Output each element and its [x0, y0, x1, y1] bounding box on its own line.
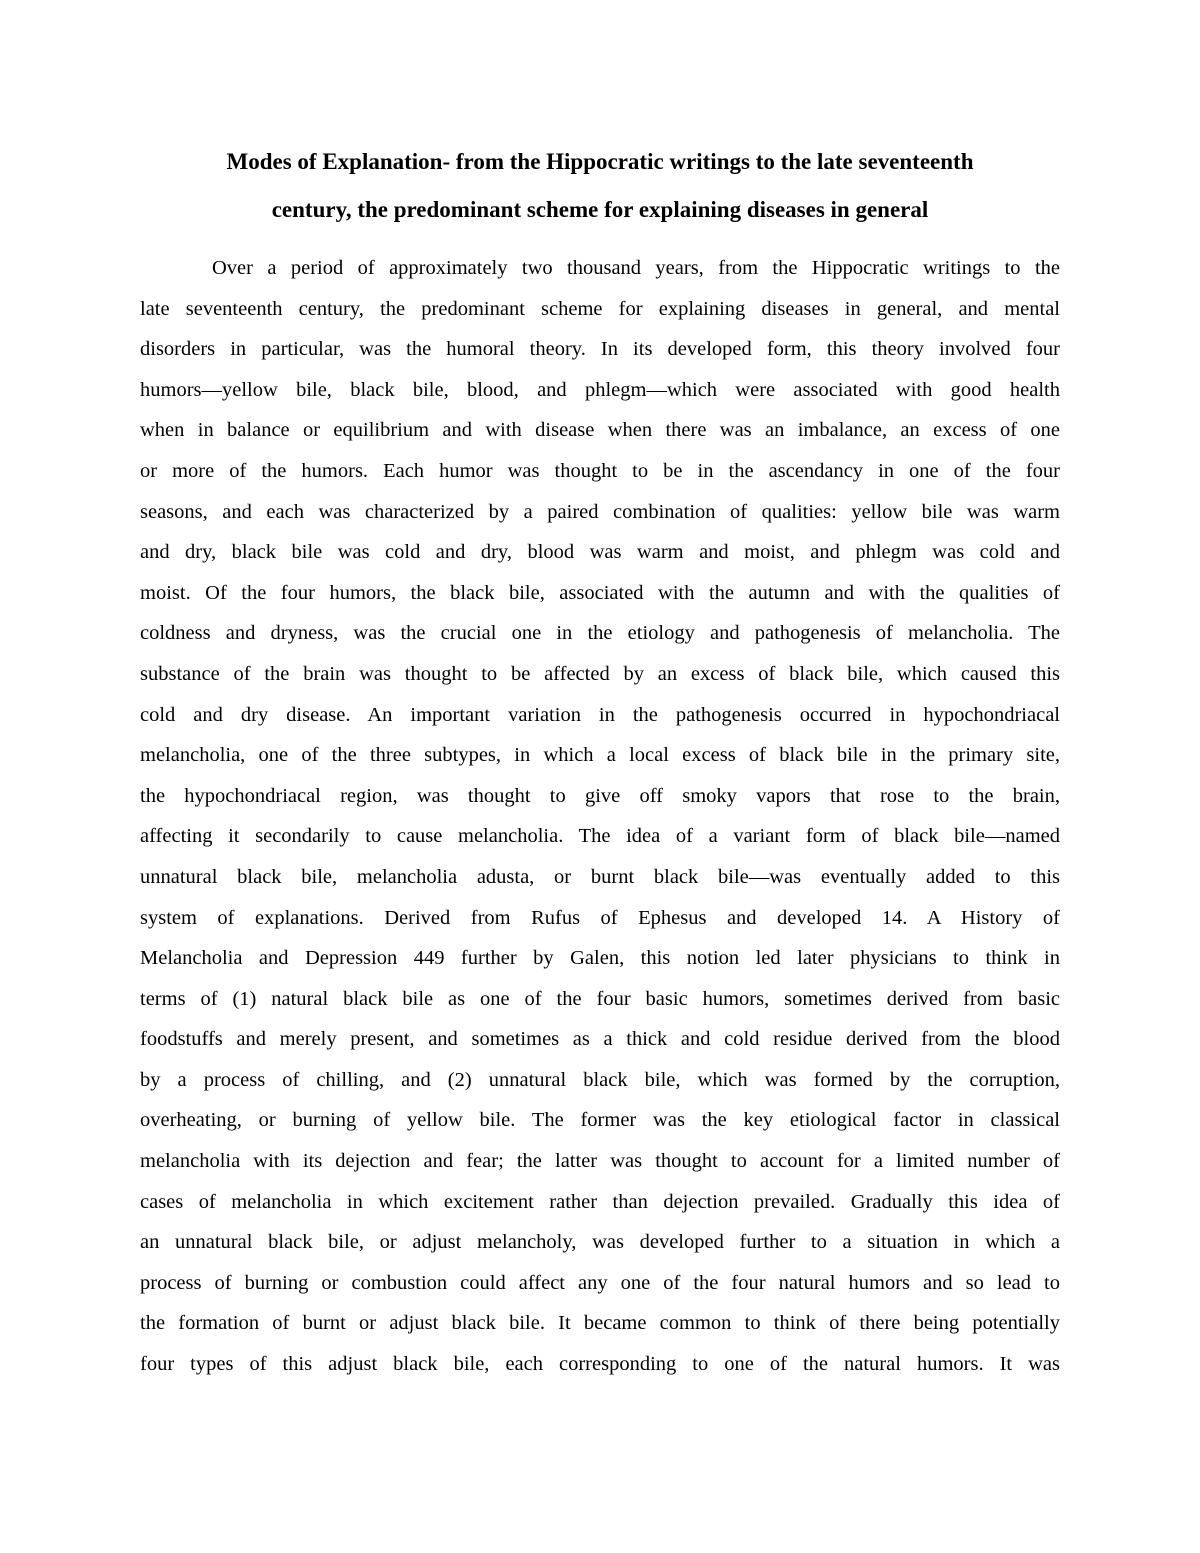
paragraph-line: melancholia, one of the three subtypes, in which a local excess of black bile in the primary site,: [140, 744, 1060, 767]
paragraph-line: substance of the brain was thought to be affected by an excess of black bile, which caused this: [140, 662, 1060, 685]
paragraph-line: unnatural black bile, melancholia adusta, or burnt black bile—was eventually added to this: [140, 865, 1060, 888]
document-title: [140, 138, 1060, 234]
paragraph-line: affecting it secondarily to cause melancholia. The idea of a variant form of black bile—named: [140, 825, 1060, 848]
paragraph-line: coldness and dryness, was the crucial one in the etiology and pathogenesis of melancholia. The: [140, 622, 1060, 645]
paragraph-line: seasons, and each was characterized by a paired combination of qualities: yellow bile was warm: [140, 500, 1060, 523]
paragraph-line: system of explanations. Derived from Rufus of Ephesus and developed 14. A History of: [140, 906, 1060, 929]
paragraph-line: four types of this adjust black bile, each corresponding to one of the natural humors. It was: [140, 1353, 1060, 1376]
paragraph-line: Over a period of approximately two thousand years, from the Hippocratic writings to the: [212, 257, 1060, 279]
paragraph-line: humors—yellow bile, black bile, blood, and phlegm—which were associated with good health: [140, 378, 1060, 401]
paragraph-line: when in balance or equilibrium and with disease when there was an imbalance, an excess of one: [140, 419, 1060, 442]
paragraph-line: late seventeenth century, the predominant scheme for explaining diseases in general, and mental: [140, 297, 1060, 320]
title-line: Modes of Explanation- from the Hippocratic writings to the late seventeenth: [226, 149, 974, 174]
paragraph-line: Melancholia and Depression 449 further by Galen, this notion led later physicians to think in: [140, 947, 1060, 970]
paragraph-line: melancholia with its dejection and fear; the latter was thought to account for a limited number of: [140, 1150, 1060, 1173]
paragraph-line: overheating, or burning of yellow bile. The former was the key etiological factor in classical: [140, 1109, 1060, 1132]
paragraph-line: and dry, black bile was cold and dry, blood was warm and moist, and phlegm was cold and: [140, 541, 1060, 564]
paragraph-line: process of burning or combustion could affect any one of the four natural humors and so lead to: [140, 1271, 1060, 1294]
paragraph-line: moist. Of the four humors, the black bile, associated with the autumn and with the qualities of: [140, 581, 1060, 604]
paragraph-line: the formation of burnt or adjust black bile. It became common to think of there being potentially: [140, 1312, 1060, 1335]
paragraph-line: an unnatural black bile, or adjust melancholy, was developed further to a situation in which a: [140, 1231, 1060, 1254]
paragraph-line: cases of melancholia in which excitement rather than dejection prevailed. Gradually this idea of: [140, 1190, 1060, 1213]
paragraph-line: terms of (1) natural black bile as one of the four basic humors, sometimes derived from basic: [140, 987, 1060, 1010]
paragraph-line: foodstuffs and merely present, and sometimes as a thick and cold residue derived from the blood: [140, 1028, 1060, 1051]
paragraph-line: by a process of chilling, and (2) unnatural black bile, which was formed by the corruption,: [140, 1068, 1060, 1091]
paragraph-line: the hypochondriacal region, was thought to give off smoky vapors that rose to the brain,: [140, 784, 1060, 807]
title-line: century, the predominant scheme for explaining diseases in general: [271, 197, 929, 222]
paragraph-line: cold and dry disease. An important variation in the pathogenesis occurred in hypochondriacal: [140, 703, 1060, 726]
paragraph-line: or more of the humors. Each humor was thought to be in the ascendancy in one of the four: [140, 459, 1060, 482]
paragraph-line: disorders in particular, was the humoral theory. In its developed form, this theory involved four: [140, 338, 1060, 361]
body-paragraph: [140, 248, 1060, 1385]
